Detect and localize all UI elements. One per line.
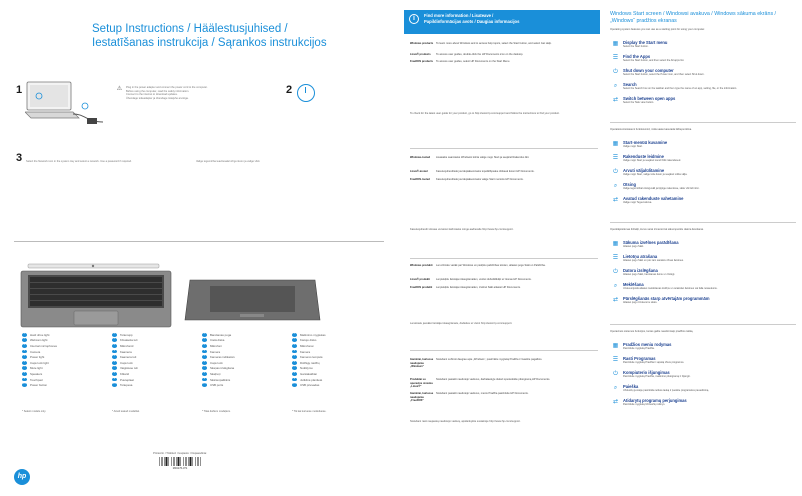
legend-item: 2 Webcam light [23, 338, 48, 343]
foot-note: * Tik kai kuriuose modeliuose. [292, 410, 327, 413]
feature-name: Shut down your computer [623, 68, 674, 73]
info-icon: i [409, 14, 419, 24]
step-1-text: Before using the computer, read the safety information. [126, 89, 190, 93]
legend-english [22, 332, 92, 388]
step-1-text: Connect to the internet to download updates. [126, 93, 178, 97]
feature-description: Select the Task view button. [623, 101, 654, 104]
legend-item: 2 Kõvaketta tuli [113, 338, 138, 343]
feature-description: Atlasiet pogu Uzdevumu skats. [623, 301, 658, 304]
feature-name: Pārslēgšanās starp atvērtajām programmām [623, 296, 710, 301]
divider [610, 222, 796, 223]
page-title [92, 22, 352, 50]
legend-item: 4 Camera [23, 349, 41, 354]
search-icon: ⌕ [613, 283, 618, 289]
feature-description: Valige tegumiribal otsinguväli ja tippige rakenduse, sätte või faili nimi. [623, 187, 700, 190]
start-feature-item [610, 370, 798, 382]
legend-item: 8 Skaļruņi [203, 371, 221, 376]
step-3-text-left: Select the Network icon in the system tray and select a network. Use a password if required. [26, 160, 132, 163]
start-feature-item [610, 68, 798, 80]
legend-item: 1 Barošanas poga [203, 332, 232, 337]
foot-note: * Select models only. [22, 410, 47, 413]
start-feature-item [610, 168, 798, 180]
legend-item: 1 Maitinimo mygtukas [293, 332, 326, 337]
start-feature-item [610, 196, 798, 208]
legend-item: 10 USB prievadas [293, 383, 320, 388]
feature-name: Otsing [623, 182, 636, 187]
step-1-instructions [126, 86, 286, 100]
printed-in-caption: Printed in / Trükitud: / Iespiests: / Išspausdinta: [153, 452, 207, 455]
info-row: Linux®-tooted Kasutusjuhenditele juurdepääsemiseks topeltklõpsake töölaual ikooni HP Documents. [410, 170, 535, 173]
apps-icon: ☰ [612, 255, 619, 261]
legend-item: 3 Internal microphones [23, 343, 57, 348]
step-3-text-right: Valige tegumiriba teavitusalal võrgu ikoon ja valige võrk. [196, 160, 261, 163]
legend-item: 5 Kaamera tuli [113, 355, 137, 360]
legend-item: 1 Hard drive light [23, 332, 50, 337]
section-intro: Operatsioonisüsteemi funktsioonid, mida saate kasutada lähtepunktina. [610, 128, 692, 131]
windows-start-panel [606, 0, 802, 496]
legend-item: 10 Toitepesa [113, 383, 133, 388]
info-note: Lai atrastu jaunāko lietotāja rokasgrāmatu, dodieties uz vietni http://www.hp.com/support. [410, 322, 513, 325]
info-row: Gaminiai, kuriuose naudojama „FreeDOS“ Norėdami pasiekti naudotojo vadovus, meniu Pradžia pasirinkite HP Documents. [410, 392, 529, 402]
feature-description: Select the Start button, and then select the All apps list. [623, 59, 685, 62]
feature-name: Paieška [623, 384, 639, 389]
info-row: Windows-tooted Lisateabe saamiseks Windowsi kohta valige nupp Start ja seejärel Rakendus Abi. [410, 156, 530, 159]
section-intro: Operētājsistēmas līdzekļi, kurus varat izmantot kā sākumpunktu datora lietošanai. [610, 228, 704, 231]
tiles-icon: ▦ [612, 241, 619, 247]
legend-item: 4 Kamera [293, 349, 311, 354]
legend-item: 10 USB ports [203, 383, 224, 388]
info-row: Windows products To learn more about Windows and to access help topics, select the Start button, and select Get Help. [410, 42, 552, 45]
step-1-text: Ühendage toiteadapter ja ühendage toitejuhe arvutiga. [126, 96, 189, 100]
legend-item: 4 Kamera [203, 349, 221, 354]
info-note: Kasutusjuhendi viimase versiooni leidmiseks minge aadressile http://www.hp.com/support. [410, 228, 514, 231]
legend-item: 5 Kameras indikators [203, 355, 235, 360]
apps-icon: ☰ [612, 55, 619, 61]
info-row: FreeDOS produkti Lai piekļūtu lietotāja rokasgrāmatām, izvēlnē Sākt atlasiet HP Documents. [410, 286, 521, 289]
start-feature-item [610, 398, 798, 410]
info-row: Gaminiai, kuriuose naudojama „Windows“ Norėdami sužinoti daugiau apie „Windows“, pasirinkite mygtuką Pradžia ir Gaukite pagalbos. [410, 358, 543, 368]
switch-icon: ⇄ [612, 197, 619, 203]
more-info-title-1: Find more information / Lisateave / [424, 13, 494, 18]
step-3-number: 3 [16, 152, 23, 164]
divider [610, 122, 796, 123]
feature-name: Kompiuterio išjungimas [623, 370, 670, 375]
legend-item: 9 Puuteplaat [113, 377, 134, 382]
feature-description: Valige nupp Start. [623, 145, 643, 148]
legend-item: 8 Garsiakalbiai [293, 371, 317, 376]
start-feature-item [610, 342, 798, 354]
info-row: FreeDOS products To access user guides, select HP Documents on the Start Menu. [410, 60, 511, 63]
barcode-block [150, 452, 210, 478]
feature-name: Display the Start menu [623, 40, 668, 45]
feature-name: Find the Apps [623, 54, 651, 59]
divider [410, 258, 598, 259]
search-icon: ⌕ [613, 385, 618, 391]
warning-icon: ⚠ [116, 86, 123, 92]
feature-description: Atlasiet pogu Sākt. [623, 245, 644, 248]
feature-description: Pasirinkite mygtuką Užduočių rodinys. [623, 403, 666, 406]
feature-description: Valige nupp Start, valige toite ikoon ja seejärel Lülita välja. [623, 173, 688, 176]
legend-item: 6 Caps lock [203, 360, 223, 365]
legend-item: 3 Mikrofonid [113, 343, 134, 348]
feature-description: Pasirinkite mygtuką Pradžia, maitinimo piktogramą ir Išjungti. [623, 375, 691, 378]
laptop-keyboard-diagram [20, 270, 172, 328]
legend-item: 7 Nutildymo [293, 366, 313, 371]
switch-icon: ⇄ [612, 297, 619, 303]
start-feature-item [610, 268, 798, 280]
legend-item: 1 Toitenupp [113, 332, 133, 337]
legend-item: 9 Touchpad [23, 377, 43, 382]
feature-name: Switch between open apps [623, 96, 676, 101]
more-info-header [404, 10, 600, 34]
step-1-number: 1 [16, 84, 23, 96]
feature-description: Pasirinkite mygtuką Pradžia. [623, 347, 655, 350]
feature-description: Select the Search box on the taskbar and then type the name of an app, setting, file, or the information. [623, 87, 737, 90]
feature-description: Select the Start button. [623, 45, 649, 48]
step-1-text: Plug in the power adapter and connect the power cord to the computer. [126, 86, 208, 89]
section-intro: Operating system features you can use as a starting point for using your computer. [610, 28, 705, 31]
feature-description: Select the Start button, select the Power icon, and then select Shut down. [623, 73, 705, 76]
title-line-2: Iestatīšanas instrukcija / Sąrankos instrukcijos [92, 37, 327, 49]
legend-item: 6 Didžiųjų raidžių [293, 360, 320, 365]
start-feature-item [610, 154, 798, 166]
legend-lithuanian [292, 332, 362, 388]
legend-item: 8 Kõlarid [113, 371, 129, 376]
shutdown-icon: ⏻ [613, 269, 618, 275]
feature-name: Arvuti väljalülitamine [623, 168, 665, 173]
foot-note: * Tikai dažiem modeļiem. [202, 410, 231, 413]
feature-description: Pasirinkite mygtuką Pradžia ir sąrašą Visos programos. [623, 361, 685, 364]
apps-icon: ☰ [612, 155, 619, 161]
start-feature-item [610, 54, 798, 66]
switch-icon: ⇄ [612, 97, 619, 103]
feature-description: Uzdevumjoslā atlasiet meklēšanas lodziņu un ierakstiet lietotnes vai faila nosaukumu. [623, 287, 718, 290]
divider [610, 324, 796, 325]
legend-item: 6 Caps lock light [23, 360, 49, 365]
title-line-1: Setup Instructions / Häälestusjuhised / [92, 23, 288, 35]
section-intro: Operacinės sistemos funkcijos, kurias galite naudoti kaip pradžios tašką. [610, 330, 694, 333]
start-feature-item [610, 40, 798, 52]
feature-description: Valige nupp Start ja seejärel loend Kõik rakendused. [623, 159, 681, 162]
tiles-icon: ▦ [612, 41, 619, 47]
feature-description: Užduočių juostoje pasirinkite ieškos lauką ir įveskite programėlės pavadinimą. [623, 389, 710, 392]
legend-item: 4 Kaamera [113, 349, 132, 354]
shutdown-icon: ⏻ [613, 371, 618, 377]
search-icon: ⌕ [613, 83, 618, 89]
info-row: Produktai su operacine sistema „Linux®“ Norėdami pasiekti naudotojo vadovus, darbalaukyje dukart spustelėkite piktogramą HP Documents. [410, 378, 551, 388]
step-2-number: 2 [286, 84, 293, 96]
search-icon: ⌕ [613, 183, 618, 189]
feature-name: Search [623, 82, 637, 87]
start-feature-item [610, 182, 798, 194]
tiles-icon: ▦ [612, 343, 619, 349]
info-row: Windows produkti Lai uzzinātu vairāk par Windows un piekļūtu palīdzības tēmām, atlasiet pogu Sākt un Palīdzība. [410, 264, 546, 267]
shutdown-icon: ⏻ [613, 69, 618, 75]
windows-start-title: Windows Start screen / Windowsi avakuva / Windows sākuma ekrāns / „Windows“ pradžios ekranas [610, 11, 777, 24]
legend-item: 2 Kietojo disko [293, 338, 317, 343]
legend-item: 9 Jutiklinė planšetė [293, 377, 323, 382]
start-feature-item [610, 254, 798, 266]
start-feature-item [610, 82, 798, 94]
legend-item: 9 Skārienpaliktnis [203, 377, 231, 382]
legend-item: 8 Speakers [23, 371, 43, 376]
legend-item: 3 Mikrofoni [203, 343, 222, 348]
hp-logo: hp [14, 469, 30, 485]
divider [14, 241, 384, 242]
switch-icon: ⇄ [612, 399, 619, 405]
feature-name: Sākuma izvēlnes parādīšana [623, 240, 679, 245]
legend-item: 6 Caps lock [113, 360, 133, 365]
start-feature-item [610, 296, 798, 308]
legend-item: 3 Mikrofonai [293, 343, 314, 348]
feature-name: Meklēšana [623, 282, 644, 287]
info-row: Linux® products To access user guides, double-click the HP Documents icon on the desktop. [410, 53, 524, 56]
feature-name: Rakenduste leidmine [623, 154, 664, 159]
feature-name: Datora izslēgšana [623, 268, 658, 273]
feature-name: Lietotņu atrašana [623, 254, 658, 259]
legend-estonian [112, 332, 182, 388]
legend-latvian [202, 332, 272, 388]
start-feature-item [610, 96, 798, 108]
barcode [159, 457, 201, 466]
info-row: Linux® produkti Lai piekļūtu lietotāja rokasgrāmatām, veiciet dubultklikšķi uz ikonas HP Documents. [410, 278, 532, 281]
start-feature-item [610, 240, 798, 252]
feature-name: Avatud rakenduste vahetamine [623, 196, 684, 201]
feature-name: Rasti Programas [623, 356, 656, 361]
more-info-panel [404, 0, 600, 496]
feature-description: Valige nupp Tegevuskuva. [623, 201, 652, 204]
start-feature-item [610, 356, 798, 368]
divider [410, 148, 598, 149]
laptop-side-diagram [180, 270, 325, 328]
start-feature-item [610, 384, 798, 396]
legend-item: 2 Cietā diska [203, 338, 225, 343]
info-note: To check for the latest user guide for your product, go to http://www.hp.com/support and follow the instructions to find your product. [410, 112, 560, 115]
power-button-icon [297, 84, 315, 102]
laptop-power-illustration [25, 78, 110, 126]
tiles-icon: ▦ [612, 141, 619, 147]
feature-name: Start-menüü kuvamine [623, 140, 668, 145]
divider [410, 350, 598, 351]
legend-item: 7 Vaigistuse tuli [113, 366, 138, 371]
part-number: M04176-371 [172, 467, 188, 471]
foot-note: * Ainult teatud mudelitel. [112, 410, 140, 413]
feature-description: Atlasiet pogu Sākt, barošanas ikonu un Izslēgt. [623, 273, 675, 276]
feature-description: Atlasiet pogu Sākt un pēc tam sarakstu Visas lietotnes. [623, 259, 684, 262]
apps-icon: ☰ [612, 357, 619, 363]
feature-name: Pradžios meniu rodymas [623, 342, 672, 347]
setup-panel [0, 0, 398, 496]
info-note: Norėdami rasti naujausią naudotojo vadovą, apsilankykite svetainėje http://www.hp.com/support. [410, 420, 521, 423]
legend-item: 5 Kameros lemputė [293, 355, 323, 360]
legend-item: 7 Skaņas izslēgšana [203, 366, 235, 371]
legend-item: 10 Power button [23, 383, 48, 388]
feature-name: Atidarytų programų perjungimas [623, 398, 687, 403]
more-info-title-2: Papildinformācijas avots / Daugiau informacijos [424, 19, 520, 24]
start-feature-item [610, 140, 798, 152]
legend-item: 7 Mute light [23, 366, 43, 371]
info-row: FreeDOS-tooted Kasutusjuhenditele juurdepääsemiseks valige Start menüüs HP Documents. [410, 178, 524, 181]
shutdown-icon: ⏻ [613, 169, 618, 175]
start-feature-item [610, 282, 798, 294]
legend-item: 5 Power light [23, 355, 45, 360]
